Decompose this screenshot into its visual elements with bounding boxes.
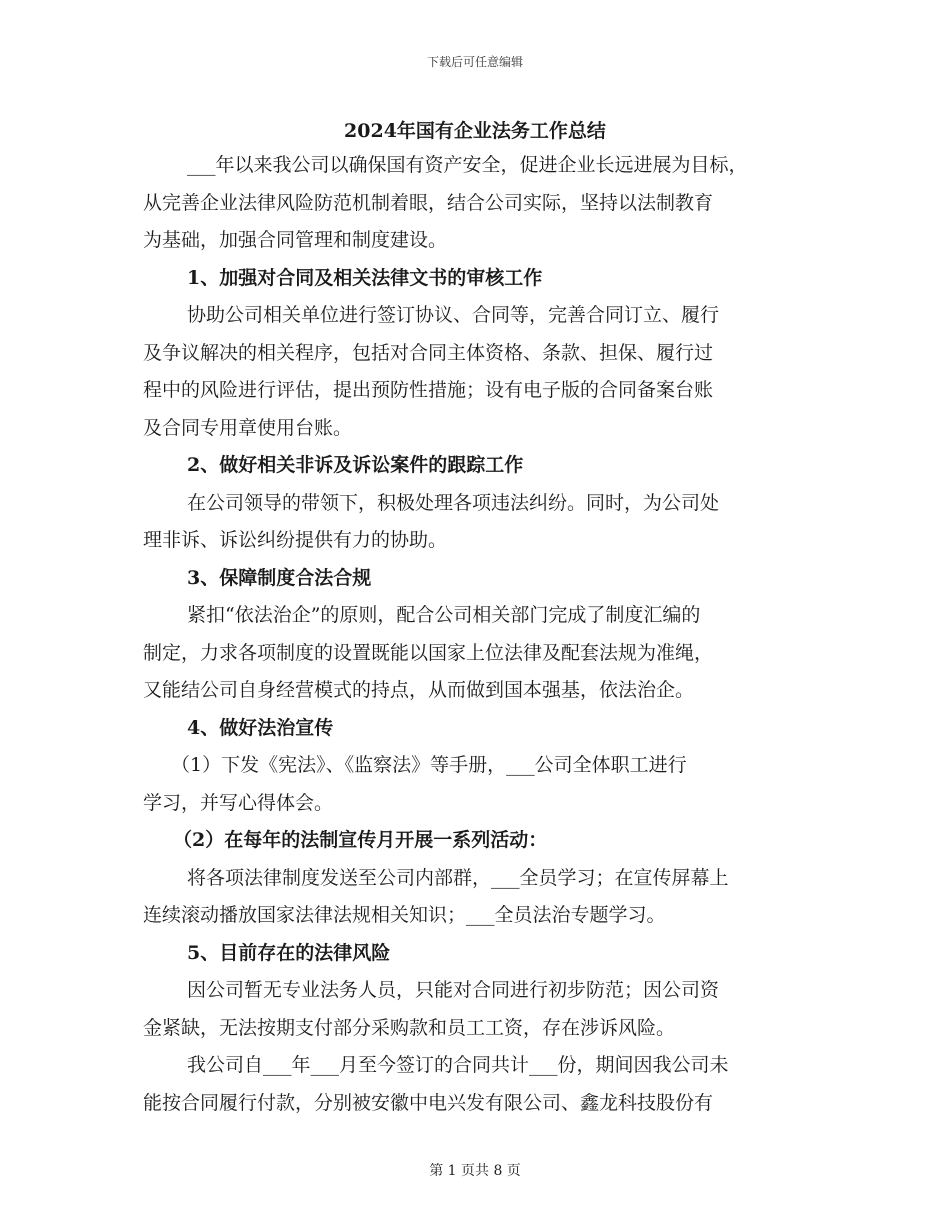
- paragraph-line: 从完善企业法律风险防范机制着眼，结合公司实际，坚持以法制教育: [143, 191, 714, 214]
- paragraph-line: 因公司暂无专业法务人员，只能对合同进行初步防范；因公司资: [187, 979, 720, 1001]
- paragraph-line: 连续滚动播放国家法律法规相关知识；___全员法治专题学习。: [143, 904, 666, 926]
- section-heading: 5、目前存在的法律风险: [187, 941, 391, 964]
- paragraph-line: 理非诉、诉讼纠纷提供有力的协助。: [143, 529, 448, 551]
- paragraph-line: 制定，力求各项制度的设置既能以国家上位法律及配套法规为准绳，: [143, 641, 714, 664]
- section-heading: 3、保障制度合法合规: [187, 566, 372, 589]
- paragraph-line: ___年以来我公司以确保国有资产安全，促进企业长远进展为目标，: [187, 154, 748, 176]
- paragraph-line: 为基础，加强合同管理和制度建设。: [143, 229, 448, 251]
- paragraph-line: 金紧缺，无法按期支付部分采购款和员工工资，存在涉诉风险。: [143, 1016, 676, 1039]
- paragraph-line: 能按合同履行付款，分别被安徽中电兴发有限公司、鑫龙科技股份有: [143, 1091, 714, 1114]
- page-header: 下载后可任意编辑: [426, 55, 523, 69]
- paragraph-line: 程中的风险进行评估，提出预防性措施；设有电子版的合同备案台账: [143, 379, 714, 401]
- paragraph-line: 及合同专用章使用台账。: [143, 416, 353, 439]
- paragraph-line: （1）下发《宪法》、《监察法》等手册，___公司全体职工进行: [171, 754, 687, 776]
- paragraph-line: 学习，并写心得体会。: [143, 791, 334, 814]
- section-heading: 2、做好相关非诉及诉讼案件的跟踪工作: [187, 454, 524, 476]
- document-title: 2024年国有企业法务工作总结: [344, 120, 606, 142]
- paragraph-line: 又能结公司自身经营模式的持点，从而做到国本强基，依法治企。: [143, 679, 695, 701]
- paragraph-line: 将各项法律制度发送至公司内部群，___全员学习；在宣传屏幕上: [187, 866, 729, 889]
- paragraph-line: 我公司自___年___月至今签订的合同共计___份，期间因我公司未: [187, 1054, 729, 1076]
- section-heading: 4、做好法治宣传: [187, 716, 334, 739]
- page-footer: 第 1 页共 8 页: [429, 1163, 521, 1179]
- paragraph-line: 在公司领导的带领下，积极处理各项违法纠纷。同时，为公司处: [187, 491, 720, 514]
- paragraph-line: 协助公司相关单位进行签订协议、合同等，完善合同订立、履行: [187, 304, 720, 326]
- paragraph-line: 紧扣“依法治企”的原则，配合公司相关部门完成了制度汇编的: [187, 604, 701, 626]
- section-heading: 1、加强对合同及相关法律文书的审核工作: [187, 266, 543, 289]
- document-body: [143, 147, 808, 1122]
- paragraph-line: 及争议解决的相关程序，包括对合同主体资格、条款、担保、履行过: [143, 341, 714, 364]
- sub-heading: （2）在每年的法制宣传月开展一系列活动：: [173, 829, 548, 851]
